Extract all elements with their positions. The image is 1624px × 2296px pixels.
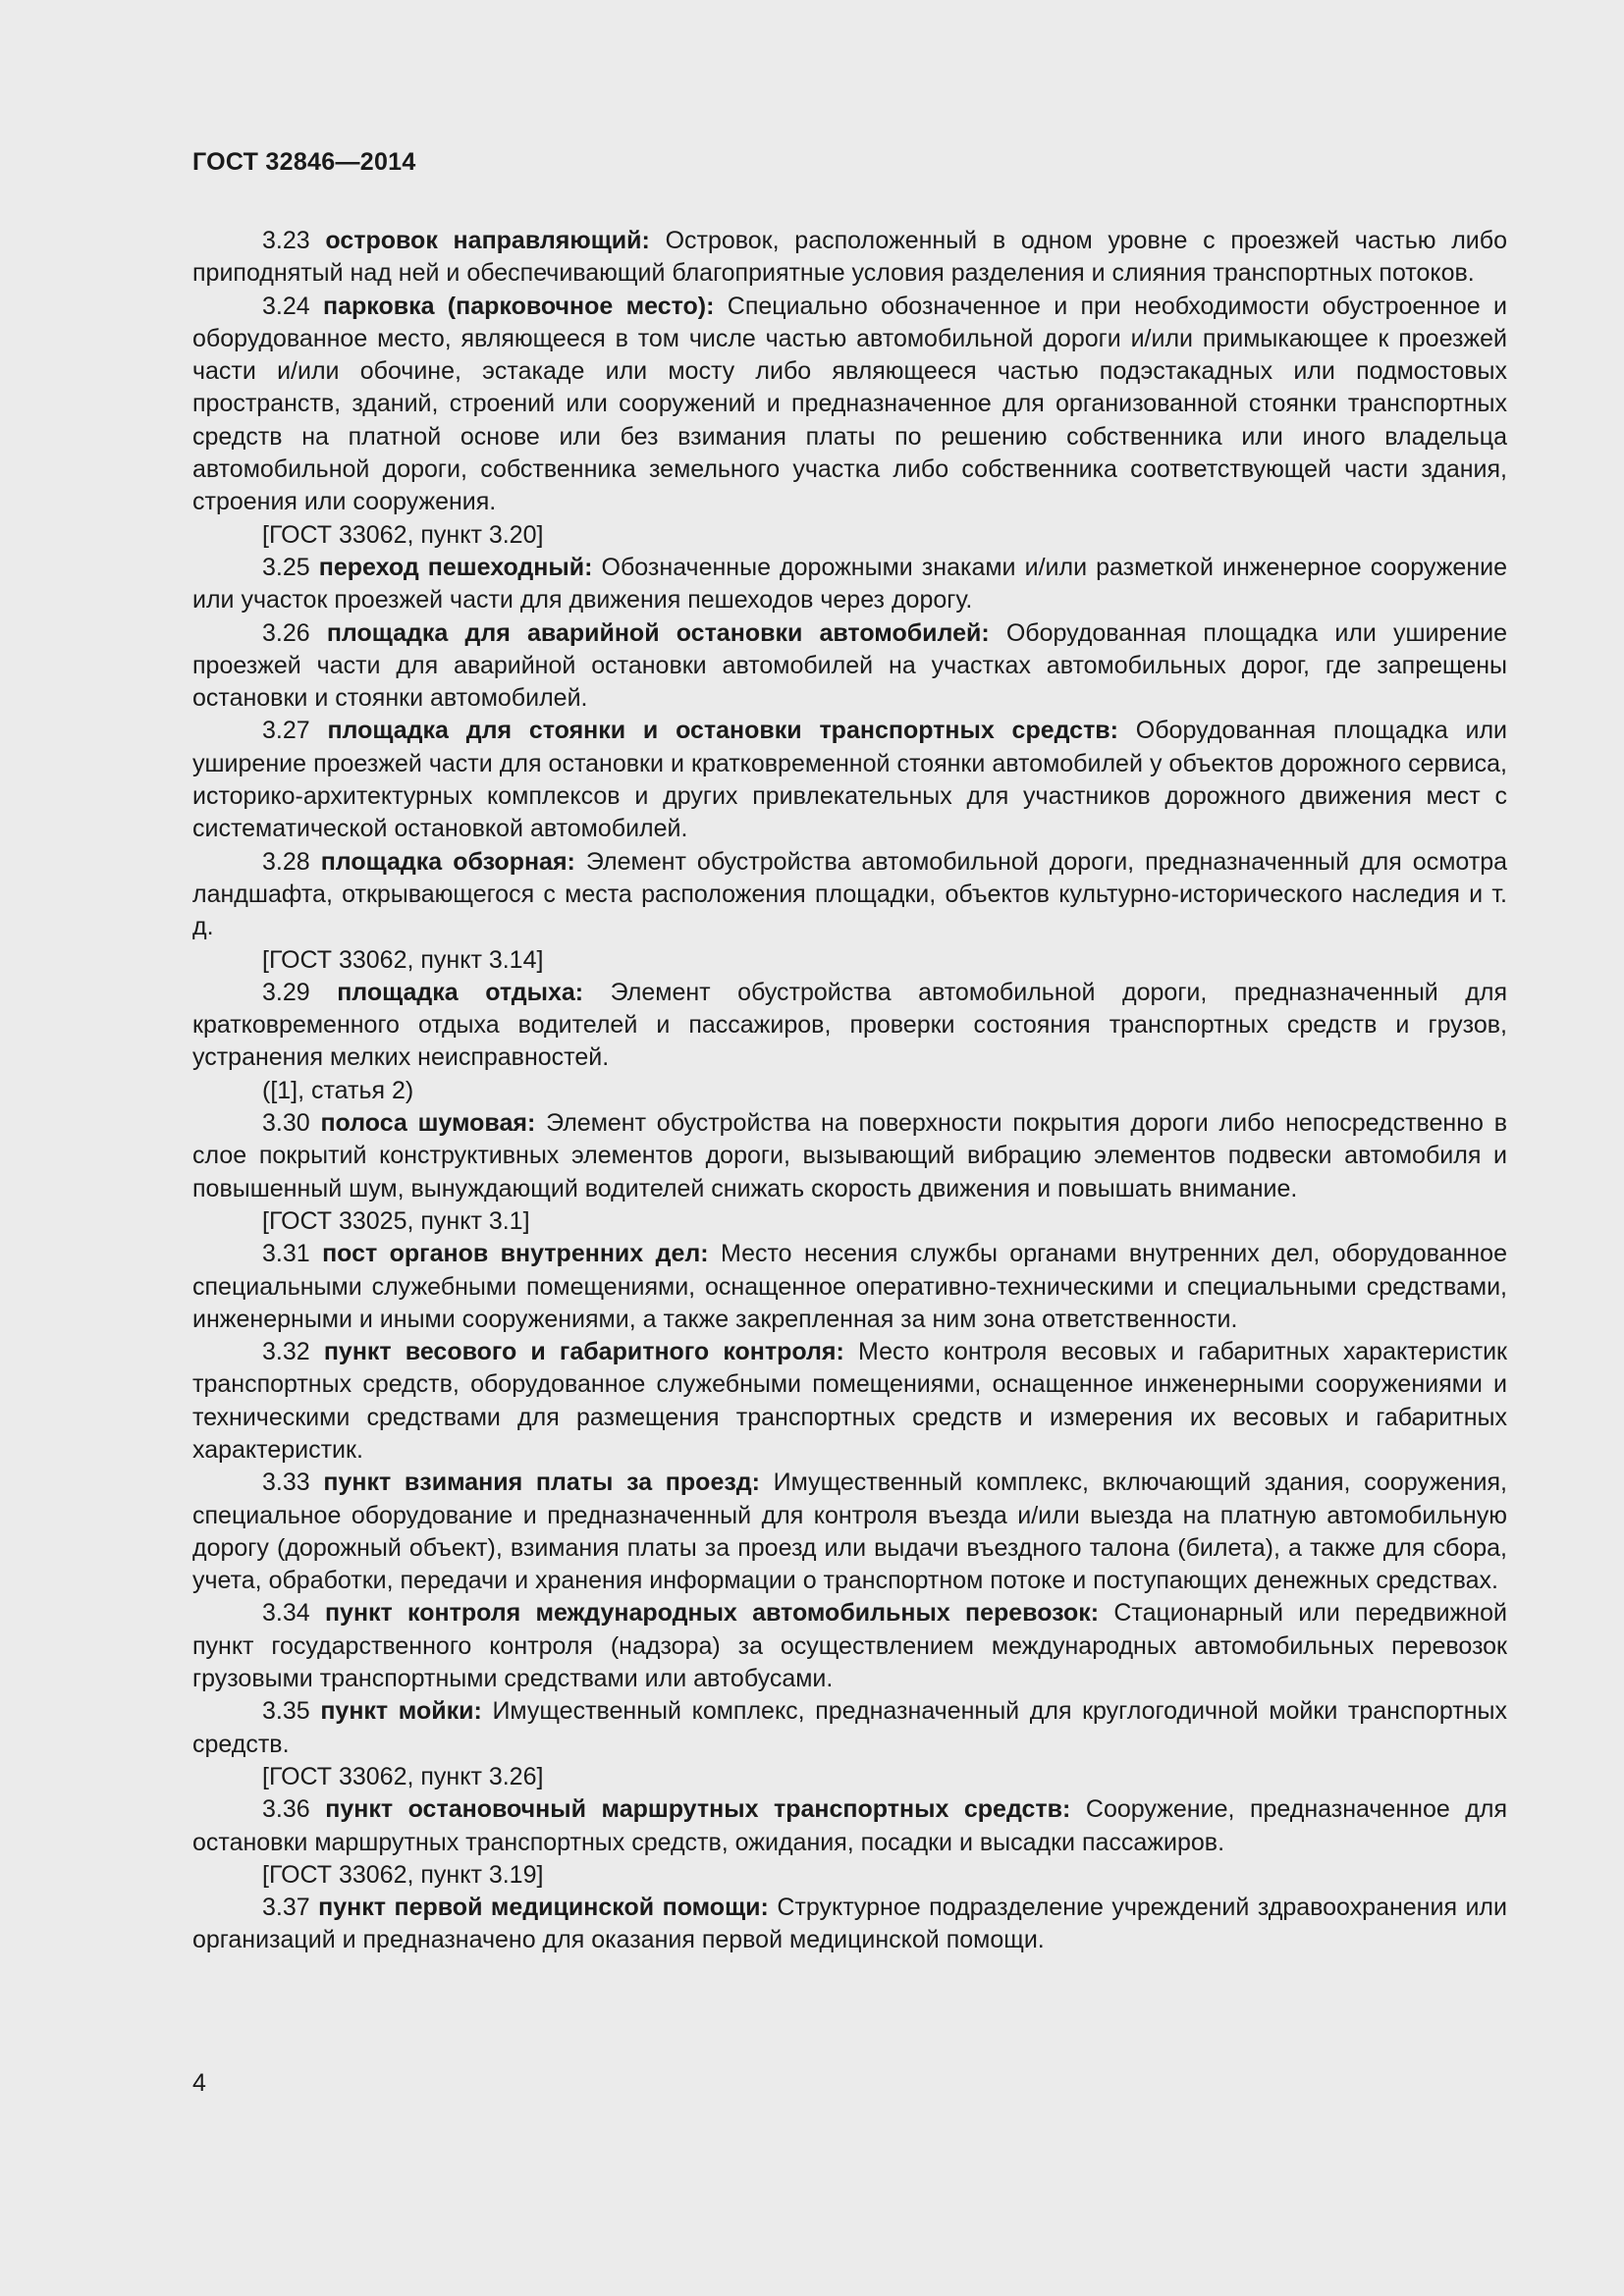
source-reference: [ГОСТ 33062, пункт 3.19]	[262, 1860, 544, 1889]
source-reference: [ГОСТ 33062, пункт 3.14]	[262, 945, 544, 974]
term-entry	[192, 846, 1507, 944]
source-reference: [ГОСТ 33062, пункт 3.20]	[262, 520, 544, 549]
entry-term: площадка для стоянки и остановки транспортных средств:	[327, 717, 1118, 745]
entry-definition: Элемент обустройства на поверхности покрытия дороги либо непосредственно в слое покрытий конструктивных элементов дороги, вызывающий вибрацию элементов подвески автомобиля и повышенный шум, вынуждающий водителей снижать скорость движения и повышать внимание.	[192, 1109, 1507, 1202]
entry-number: 3.35	[262, 1697, 310, 1726]
entry-number: 3.25	[262, 553, 310, 581]
entry-term: площадка обзорная:	[320, 847, 575, 876]
term-entry	[192, 1793, 1507, 1859]
entry-number: 3.24	[262, 292, 310, 320]
entry-number: 3.28	[262, 847, 310, 876]
source-reference: [ГОСТ 33025, пункт 3.1]	[262, 1206, 530, 1235]
document-body	[192, 225, 1507, 1957]
entry-number: 3.37	[262, 1894, 310, 1922]
entry-term: полоса шумовая:	[320, 1109, 536, 1138]
entry-number: 3.27	[262, 717, 310, 745]
entry-term: переход пешеходный:	[318, 553, 593, 581]
entry-number: 3.36	[262, 1795, 310, 1824]
entry-definition: Островок, расположенный в одном уровне с проезжей частью либо приподнятый над ней и обеспечивающий благоприятные условия разделения и слияния транспортных потоков.	[192, 227, 1507, 288]
entry-term: площадка для аварийной остановки автомобилей:	[326, 618, 990, 647]
term-entry	[192, 1336, 1507, 1467]
source-reference: ([1], статья 2)	[262, 1076, 414, 1104]
entry-number: 3.29	[262, 978, 310, 1006]
term-entry	[192, 1107, 1507, 1205]
term-entry	[192, 1695, 1507, 1761]
entry-term: пункт остановочный маршрутных транспортных средств:	[325, 1795, 1071, 1824]
source-reference: [ГОСТ 33062, пункт 3.26]	[262, 1762, 544, 1790]
entry-number: 3.30	[262, 1109, 310, 1138]
entry-definition: Элемент обустройства автомобильной дороги, предназначенный для кратковременного отдыха водителей и пассажиров, проверки состояния транспортных средств и грузов, устранения мелких неисправностей.	[192, 978, 1507, 1072]
page-number: 4	[192, 2069, 206, 2097]
term-entry	[192, 977, 1507, 1075]
entry-term: пост органов внутренних дел:	[322, 1240, 709, 1268]
entry-definition: Обозначенные дорожными знаками и/или разметкой инженерное сооружение или участок проезжей части для движения пешеходов через дорогу.	[192, 553, 1507, 614]
entry-definition: Элемент обустройства автомобильной дороги, предназначенный для осмотра ландшафта, открывающегося с места расположения площадки, объектов культурно-исторического наследия и т. д.	[192, 847, 1508, 941]
term-entry	[192, 1467, 1507, 1597]
entry-definition: Стационарный или передвижной пункт государственного контроля (надзора) за осуществлением международных автомобильных перевозок грузовыми транспортными средствами или автобусами.	[192, 1599, 1507, 1693]
term-entry	[192, 291, 1507, 519]
document-header: ГОСТ 32846—2014	[192, 148, 416, 176]
term-entry	[192, 1597, 1507, 1695]
term-entry	[192, 552, 1507, 617]
entry-number: 3.33	[262, 1468, 310, 1497]
entry-term: пункт весового и габаритного контроля:	[323, 1338, 844, 1366]
entry-term: пункт мойки:	[320, 1697, 482, 1726]
term-entry	[192, 715, 1507, 845]
entry-term: площадка отдыха:	[337, 978, 584, 1006]
entry-term: пункт взимания платы за проезд:	[323, 1468, 760, 1497]
entry-number: 3.31	[262, 1240, 310, 1268]
entry-definition: Оборудованная площадка или уширение проезжей части для аварийной остановки автомобилей на участках автомобильных дорог, где запрещены остановки и стоянки автомобилей.	[192, 618, 1507, 713]
entry-definition: Имущественный комплекс, включающий здания, сооружения, специальное оборудование и предназначенный для контроля въезда и/или выезда на платную автомобильную дорогу (дорожный объект), взимания платы за проезд или выдачи въездного талона (билета), а также для сбора, учета, обработки, передачи и хранения информации о транспортном потоке и поступающих денежных средствах.	[192, 1468, 1507, 1595]
term-entry	[192, 617, 1507, 716]
term-entry	[192, 225, 1507, 291]
entry-number: 3.34	[262, 1599, 310, 1628]
entry-definition: Имущественный комплекс, предназначенный для круглогодичной мойки транспортных средств.	[192, 1697, 1507, 1758]
entry-number: 3.32	[262, 1338, 310, 1366]
term-entry	[192, 1238, 1507, 1336]
entry-term: парковка (парковочное место):	[322, 292, 715, 320]
entry-definition: Сооружение, предназначенное для остановки маршрутных транспортных средств, ожидания, посадки и высадки пассажиров.	[192, 1795, 1507, 1856]
term-entry	[192, 1892, 1507, 1957]
entry-definition: Структурное подразделение учреждений здравоохранения или организаций и предназначено для оказания первой медицинской помощи.	[192, 1894, 1507, 1954]
entry-term: пункт первой медицинской помощи:	[318, 1894, 769, 1922]
entry-definition: Место несения службы органами внутренних дел, оборудованное специальными служебными помещениями, оснащенное оперативно-техническими и специальными средствами, инженерными и иными сооружениями, а также закрепленная за ним зона ответственности.	[192, 1240, 1507, 1333]
entry-term: островок направляющий:	[325, 227, 650, 254]
entry-definition: Место контроля весовых и габаритных характеристик транспортных средств, оборудованное служебными помещениями, оснащенное инженерными сооружениями и техническими средствами для размещения транспортных средств и измерения их весовых и габаритных характеристик.	[192, 1338, 1507, 1464]
entry-number: 3.26	[262, 618, 310, 647]
entry-number: 3.23	[262, 227, 310, 254]
entry-term: пункт контроля международных автомобильных перевозок:	[324, 1599, 1100, 1628]
entry-definition: Оборудованная площадка или уширение проезжей части для остановки и кратковременной стоянки автомобилей у объектов дорожного сервиса, историко-архитектурных комплексов и других привлекательных для участников дорожного движения мест с систематической остановкой автомобилей.	[192, 717, 1508, 843]
entry-definition: Специально обозначенное и при необходимости обустроенное и оборудованное место, являющееся в том числе частью автомобильной дороги и/или примыкающее к проезжей части и/или обочине, эстакаде или мосту либо являющееся частью подэстакадных или подмостовых пространств, зданий, строений или сооружений и предназначенное для организованной стоянки транспортных средств на платной основе или без взимания платы по решению собственника или иного владельца автомобильной дороги, собственника земельного участка либо собственника соответствующей части здания, строения или сооружения.	[192, 292, 1507, 516]
